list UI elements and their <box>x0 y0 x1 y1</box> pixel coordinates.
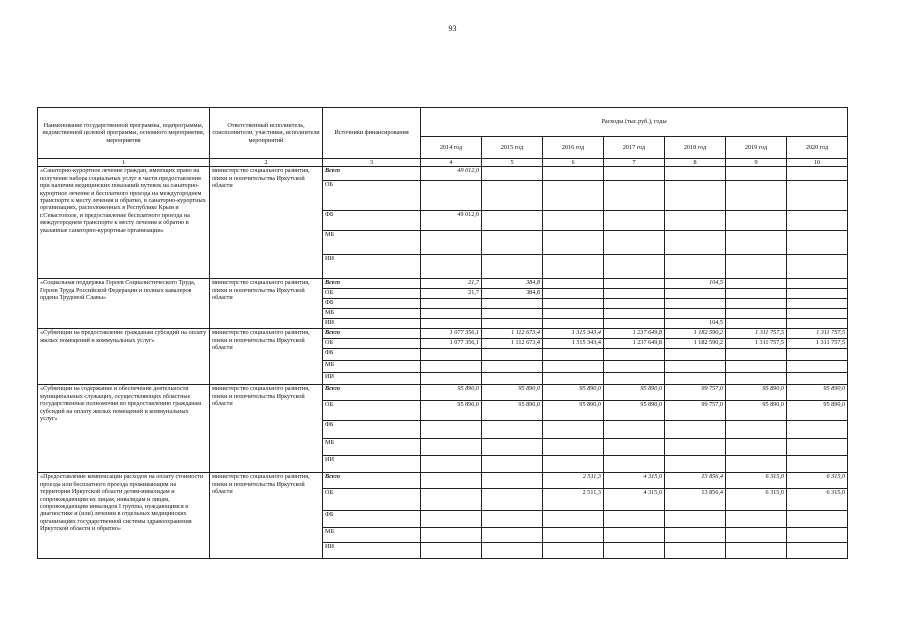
page-number: 93 <box>448 24 457 33</box>
program-name-cell: «Санаторно-курортное лечение граждан, имеющих право на получение набора социальных услуг в части предоставления при наличии медицинских показаний путевок на санаторно-курортное лечение и бесплатного проезда на междугороднем транспорте к месту лечения и обратно, в санаторно-курортных организациях, расположенных в Республике Крым и г.Севастополе, и предоставление бесплатного проезда на междугороднем транспорте к месту лечения и обратно в указанные санаторно-курортные организации» <box>38 167 210 279</box>
program-name-cell: «Субвенции на предоставление гражданам субсидий на оплату жилых помещений и коммунальных услуг» <box>38 329 210 385</box>
value-cell <box>665 299 726 309</box>
value-cell <box>787 299 848 309</box>
value-cell: 1 182 590,2 <box>665 339 726 349</box>
value-cell: 1 311 757,5 <box>726 329 787 339</box>
value-cell: 1 077 356,1 <box>421 329 482 339</box>
value-cell <box>543 361 604 373</box>
value-cell <box>421 231 482 255</box>
value-cell: 6 315,0 <box>787 489 848 511</box>
header-expenses: Расходы (тыс.руб.), годы <box>421 108 848 137</box>
value-cell <box>604 279 665 289</box>
funding-source-cell: ИИ <box>323 373 421 385</box>
funding-source-cell: ОБ <box>323 401 421 421</box>
value-cell <box>726 439 787 456</box>
value-cell <box>604 181 665 211</box>
value-cell <box>543 289 604 299</box>
value-cell: 95 890,0 <box>482 385 543 401</box>
value-cell: 99 757,0 <box>665 401 726 421</box>
value-cell <box>726 528 787 543</box>
value-cell <box>421 543 482 559</box>
value-cell <box>604 439 665 456</box>
value-cell <box>482 439 543 456</box>
value-cell <box>421 528 482 543</box>
value-cell: 49 012,0 <box>421 167 482 181</box>
value-cell <box>421 473 482 489</box>
funding-source-cell: ИИ <box>323 319 421 329</box>
column-index: 9 <box>726 159 787 167</box>
funding-source-cell: МБ <box>323 439 421 456</box>
table-row <box>38 167 848 181</box>
value-cell <box>665 349 726 361</box>
value-cell <box>543 255 604 279</box>
value-cell: 49 012,0 <box>421 211 482 231</box>
value-cell <box>665 511 726 528</box>
value-cell <box>604 349 665 361</box>
funding-source-cell: Всего <box>323 329 421 339</box>
value-cell <box>604 299 665 309</box>
value-cell <box>604 361 665 373</box>
value-cell <box>543 211 604 231</box>
header-funding-source: Источники финансирования <box>323 108 421 159</box>
value-cell <box>421 349 482 361</box>
value-cell: 4 315,0 <box>604 473 665 489</box>
value-cell <box>787 421 848 439</box>
funding-source-cell: ФБ <box>323 299 421 309</box>
value-cell <box>787 319 848 329</box>
value-cell <box>787 279 848 289</box>
value-cell <box>543 279 604 289</box>
value-cell: 6 315,0 <box>726 473 787 489</box>
value-cell <box>482 456 543 473</box>
value-cell <box>421 511 482 528</box>
value-cell: 95 890,0 <box>543 401 604 421</box>
value-cell <box>726 319 787 329</box>
value-cell <box>421 181 482 211</box>
funding-source-cell: ИИ <box>323 543 421 559</box>
column-index: 6 <box>543 159 604 167</box>
value-cell <box>482 167 543 181</box>
value-cell <box>543 309 604 319</box>
value-cell: 1 112 673,4 <box>482 329 543 339</box>
value-cell <box>543 231 604 255</box>
value-cell: 95 890,0 <box>421 385 482 401</box>
column-index: 4 <box>421 159 482 167</box>
value-cell: 104,5 <box>665 319 726 329</box>
value-cell: 1 237 649,8 <box>604 339 665 349</box>
funding-source-cell: ОБ <box>323 289 421 299</box>
column-index: 3 <box>323 159 421 167</box>
value-cell <box>604 511 665 528</box>
value-cell <box>543 167 604 181</box>
value-cell <box>482 231 543 255</box>
budget-table <box>37 107 848 559</box>
executor-cell: министерство социального развития, опеки и попечительства Иркутской области <box>210 329 323 385</box>
value-cell: 95 890,0 <box>726 401 787 421</box>
executor-cell: министерство социального развития, опеки и попечительства Иркутской области <box>210 473 323 559</box>
header-year: 2019 год <box>726 137 787 159</box>
value-cell <box>787 211 848 231</box>
funding-source-cell: Всего <box>323 167 421 181</box>
value-cell <box>726 421 787 439</box>
value-cell: 2 511,3 <box>543 489 604 511</box>
funding-source-cell: МБ <box>323 309 421 319</box>
value-cell <box>665 289 726 299</box>
header-year: 2017 год <box>604 137 665 159</box>
value-cell <box>787 439 848 456</box>
value-cell: 21,7 <box>421 289 482 299</box>
value-cell <box>787 309 848 319</box>
value-cell <box>604 309 665 319</box>
column-index: 1 <box>38 159 210 167</box>
value-cell: 6 315,0 <box>726 489 787 511</box>
value-cell: 21,7 <box>421 279 482 289</box>
value-cell <box>482 319 543 329</box>
value-cell <box>421 309 482 319</box>
program-name-cell: «Социальная поддержка Героев Социалистического Труда, Героев Труда Российской Федерации и полных кавалеров ордена Трудовой Славы» <box>38 279 210 329</box>
value-cell <box>604 421 665 439</box>
value-cell: 1 311 757,5 <box>726 339 787 349</box>
header-year: 2014 год <box>421 137 482 159</box>
column-index: 2 <box>210 159 323 167</box>
program-name-cell: «Субвенции на содержание и обеспечение деятельности муниципальных служащих, осуществляющих областные государственные полномочия по предоставлению гражданам субсидий на оплату жилых помещений и коммунальных услуг» <box>38 385 210 473</box>
value-cell: 1 311 757,5 <box>787 339 848 349</box>
executor-cell: министерство социального развития, опеки и попечительства Иркутской области <box>210 385 323 473</box>
executor-cell: министерство социального развития, опеки и попечительства Иркутской области <box>210 167 323 279</box>
table-row <box>38 279 848 289</box>
column-index: 10 <box>787 159 848 167</box>
value-cell: 1 315 343,4 <box>543 339 604 349</box>
value-cell: 13 856,4 <box>665 489 726 511</box>
value-cell <box>604 289 665 299</box>
value-cell <box>421 373 482 385</box>
column-index: 7 <box>604 159 665 167</box>
table-row <box>38 473 848 489</box>
value-cell <box>726 543 787 559</box>
value-cell <box>482 473 543 489</box>
value-cell <box>543 439 604 456</box>
value-cell <box>787 456 848 473</box>
value-cell <box>726 309 787 319</box>
value-cell <box>665 255 726 279</box>
value-cell <box>482 373 543 385</box>
value-cell <box>421 255 482 279</box>
value-cell <box>665 211 726 231</box>
value-cell <box>604 231 665 255</box>
funding-source-cell: ИИ <box>323 255 421 279</box>
value-cell: 95 890,0 <box>543 385 604 401</box>
value-cell: 1 311 757,5 <box>787 329 848 339</box>
value-cell <box>726 279 787 289</box>
value-cell <box>665 439 726 456</box>
value-cell <box>604 543 665 559</box>
value-cell <box>665 309 726 319</box>
value-cell <box>787 255 848 279</box>
value-cell <box>421 489 482 511</box>
value-cell <box>604 319 665 329</box>
value-cell: 95 890,0 <box>604 385 665 401</box>
value-cell: 99 757,0 <box>665 385 726 401</box>
funding-source-cell: Всего <box>323 279 421 289</box>
value-cell: 1 112 673,4 <box>482 339 543 349</box>
funding-source-cell: МБ <box>323 528 421 543</box>
value-cell <box>421 421 482 439</box>
column-index: 5 <box>482 159 543 167</box>
value-cell <box>482 361 543 373</box>
value-cell <box>787 511 848 528</box>
value-cell <box>604 167 665 181</box>
funding-source-cell: Всего <box>323 385 421 401</box>
funding-source-cell: ФБ <box>323 421 421 439</box>
value-cell <box>787 181 848 211</box>
funding-source-cell: МБ <box>323 361 421 373</box>
value-cell: 1 315 343,4 <box>543 329 604 339</box>
value-cell <box>726 349 787 361</box>
value-cell: 1 077 356,1 <box>421 339 482 349</box>
value-cell <box>726 361 787 373</box>
value-cell: 95 890,0 <box>421 401 482 421</box>
table-row <box>38 329 848 339</box>
funding-source-cell: ОБ <box>323 339 421 349</box>
header-year: 2018 год <box>665 137 726 159</box>
value-cell <box>665 456 726 473</box>
value-cell <box>543 421 604 439</box>
value-cell <box>726 373 787 385</box>
value-cell <box>482 421 543 439</box>
value-cell <box>482 543 543 559</box>
funding-source-cell: ОБ <box>323 181 421 211</box>
header-year: 2015 год <box>482 137 543 159</box>
funding-source-cell: МБ <box>323 231 421 255</box>
value-cell <box>482 528 543 543</box>
value-cell <box>665 373 726 385</box>
value-cell <box>543 349 604 361</box>
executor-cell: министерство социального развития, опеки и попечительства Иркутской области <box>210 279 323 329</box>
value-cell <box>543 373 604 385</box>
value-cell: 104,5 <box>665 279 726 289</box>
value-cell <box>482 349 543 361</box>
value-cell: 95 890,0 <box>482 401 543 421</box>
funding-source-cell: ФБ <box>323 211 421 231</box>
header-year: 2020 год <box>787 137 848 159</box>
value-cell: 4 315,0 <box>604 489 665 511</box>
value-cell: 95 890,0 <box>604 401 665 421</box>
value-cell <box>543 319 604 329</box>
value-cell: 2 511,3 <box>543 473 604 489</box>
funding-source-cell: ОБ <box>323 489 421 511</box>
value-cell: 6 315,0 <box>787 473 848 489</box>
value-cell <box>543 528 604 543</box>
header-executor: Ответственный исполнитель, соисполнители, участники, исполнители мероприятий <box>210 108 323 159</box>
value-cell: 95 890,0 <box>726 385 787 401</box>
value-cell <box>482 299 543 309</box>
value-cell: 13 856,4 <box>665 473 726 489</box>
value-cell <box>665 167 726 181</box>
funding-source-cell: ФБ <box>323 511 421 528</box>
value-cell <box>604 456 665 473</box>
funding-source-cell: ИИ <box>323 456 421 473</box>
value-cell <box>482 309 543 319</box>
funding-source-cell: Всего <box>323 473 421 489</box>
value-cell <box>787 349 848 361</box>
value-cell <box>543 299 604 309</box>
value-cell: 384,8 <box>482 289 543 299</box>
value-cell <box>421 456 482 473</box>
value-cell <box>726 511 787 528</box>
value-cell <box>482 181 543 211</box>
value-cell: 384,8 <box>482 279 543 289</box>
header-year: 2016 год <box>543 137 604 159</box>
value-cell <box>604 211 665 231</box>
header-program-name: Наименование государственной программы, подпрограммы, ведомственной целевой программы, основного мероприятия, мероприятия <box>38 108 210 159</box>
value-cell <box>604 373 665 385</box>
value-cell <box>787 361 848 373</box>
table-row <box>38 385 848 401</box>
value-cell: 95 890,0 <box>787 385 848 401</box>
value-cell <box>665 361 726 373</box>
value-cell <box>787 528 848 543</box>
value-cell <box>421 299 482 309</box>
value-cell <box>787 231 848 255</box>
value-cell <box>543 456 604 473</box>
value-cell <box>787 289 848 299</box>
value-cell <box>482 211 543 231</box>
value-cell <box>726 299 787 309</box>
value-cell <box>421 361 482 373</box>
value-cell <box>604 528 665 543</box>
value-cell <box>726 289 787 299</box>
program-name-cell: «Предоставление компенсации расходов на оплату стоимости проезда или бесплатного проезда проживающим на территории Иркутской области детям-инвалидам и сопровождающим их лицам, инвалидам и лицам, сопровождающим инвалидов I группы, нуждающимся в диагностике и (или) лечении в отдельных медицинских организациях государственной системы здравоохранения Иркутской области и обратно» <box>38 473 210 559</box>
value-cell <box>726 181 787 211</box>
value-cell <box>482 489 543 511</box>
value-cell <box>665 181 726 211</box>
value-cell <box>665 421 726 439</box>
value-cell <box>482 511 543 528</box>
value-cell <box>604 255 665 279</box>
value-cell: 1 237 649,8 <box>604 329 665 339</box>
value-cell <box>543 181 604 211</box>
value-cell <box>421 439 482 456</box>
value-cell <box>787 543 848 559</box>
value-cell <box>482 255 543 279</box>
value-cell <box>787 167 848 181</box>
value-cell <box>726 456 787 473</box>
value-cell <box>665 231 726 255</box>
value-cell <box>665 528 726 543</box>
value-cell <box>726 255 787 279</box>
column-index: 8 <box>665 159 726 167</box>
value-cell <box>543 543 604 559</box>
value-cell: 1 182 590,2 <box>665 329 726 339</box>
value-cell <box>726 211 787 231</box>
funding-source-cell: ФБ <box>323 349 421 361</box>
value-cell <box>665 543 726 559</box>
value-cell <box>421 319 482 329</box>
value-cell <box>726 231 787 255</box>
value-cell <box>726 167 787 181</box>
value-cell <box>543 511 604 528</box>
value-cell: 95 890,0 <box>787 401 848 421</box>
value-cell <box>787 373 848 385</box>
